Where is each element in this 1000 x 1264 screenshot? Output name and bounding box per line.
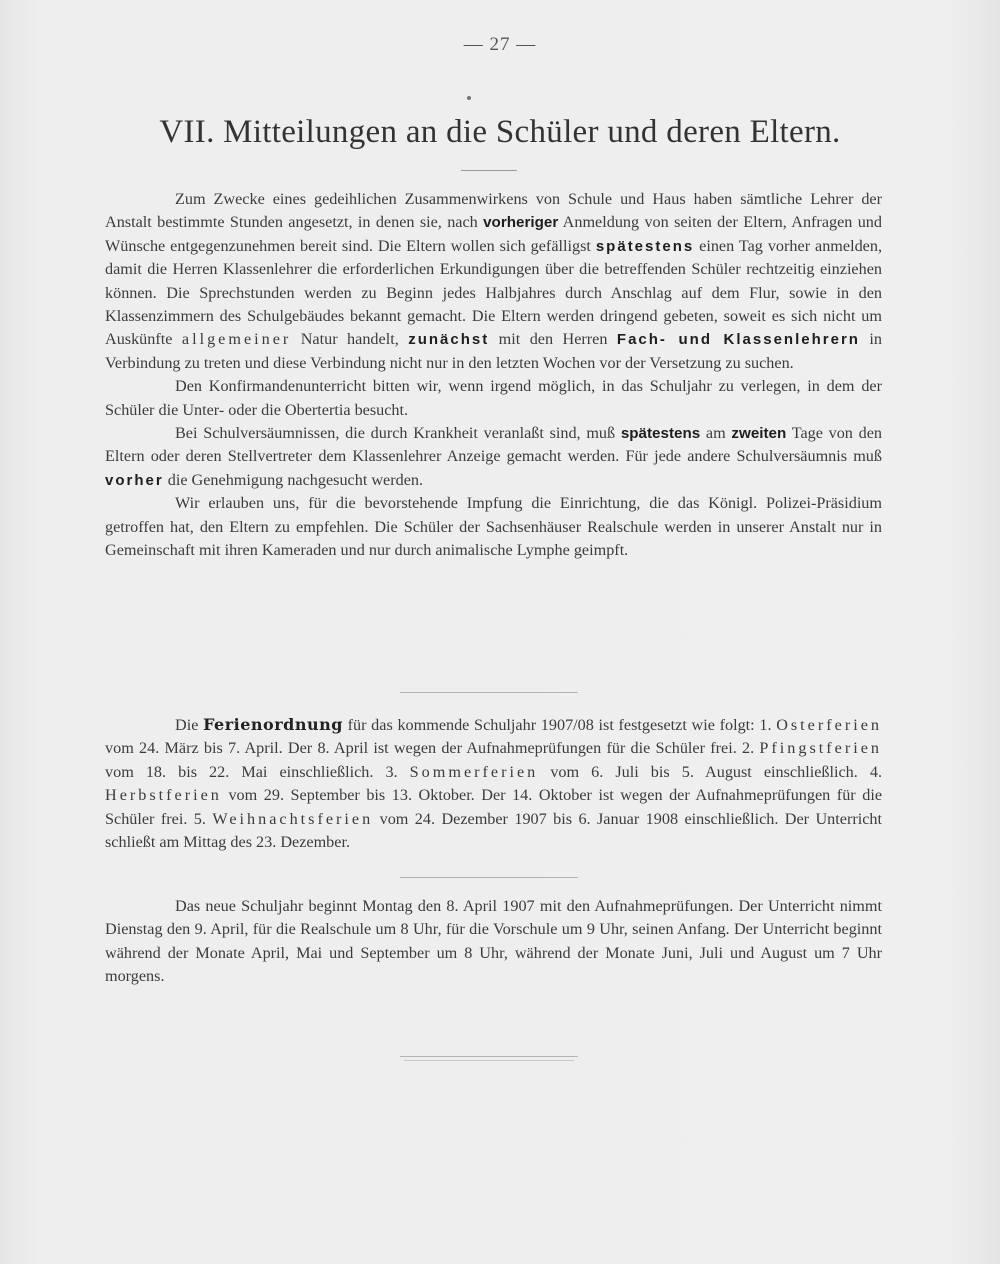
text-run: mit den Herren	[489, 330, 617, 349]
text-run: vom 29. September bis 13. Oktober. Der 14. Oktober ist wegen der Aufnahmeprüfungen für die Schüler frei. 5.	[105, 786, 882, 828]
end-divider-double	[404, 1060, 574, 1061]
section-divider	[400, 692, 578, 693]
text-run: Tage von den Eltern oder deren Stellvertreter dem Klassenlehrer Anzeige gemacht werden. Für jede andere Schulversäumnis muß	[105, 424, 882, 466]
emphasis-vorher: vorher	[105, 471, 164, 489]
end-divider	[400, 1056, 578, 1057]
section-teacher-contact	[105, 188, 882, 563]
title-divider	[461, 170, 517, 171]
section-divider	[400, 877, 578, 878]
emphasis-fachlehrern: Fach- und Klassenlehrern	[616, 331, 860, 349]
paragraph-schulversaeumnisse	[105, 422, 882, 492]
emphasis-zweiten: zweiten	[731, 425, 787, 443]
section-ferienordnung	[105, 713, 882, 854]
spaced-sommerferien: Sommerferien	[409, 762, 539, 781]
paragraph-konfirmanden: Den Konfirmandenunterricht bitten wir, wenn irgend möglich, in das Schuljahr zu verlegen, in dem der Schüler die Unter- oder die Obertertia besucht.	[105, 377, 882, 419]
emphasis-spaetestens: spätestens	[595, 237, 695, 255]
chapter-title: VII. Mitteilungen an die Schüler und deren Eltern.	[159, 114, 841, 150]
text-run: vom 6. Juli bis 5. August einschließlich. 4.	[538, 762, 882, 781]
paragraph-schuljahr: Das neue Schuljahr beginnt Montag den 8. April 1907 mit den Aufnahmeprüfungen. Der Unterricht nimmt Dienstag den 9. April, für die Realschule um 8 Uhr, für die Vorschule um 9 Uhr, seinen Anfang. Der Unterricht beginnt während der Monate April, Mai und September um 8 Uhr, während der Monate Juni, Juli und August um 7 Uhr morgens.	[105, 897, 882, 986]
text-run: die Genehmigung nachgesucht werden.	[163, 470, 424, 489]
text-run: für das kommende Schuljahr 1907/08 ist festgesetzt wie folgt: 1.	[342, 716, 777, 734]
text-run: in Verbindung zu treten und diese Verbindung nicht nur in den letzten Wochen vor der Versetzung zu suchen.	[105, 330, 882, 372]
spaced-pfingstferien: Pfingstferien	[759, 739, 882, 758]
paragraph-ferienordnung	[105, 713, 882, 854]
text-run: vom 24. Dezember 1907 bis 6. Januar 1908 einschließlich. Der Unterricht schließt am Mittag des 23. Dezember.	[105, 809, 883, 852]
emphasis-vorheriger: vorheriger	[483, 214, 559, 232]
emphasis-zunaechst: zunächst	[408, 331, 490, 349]
spaced-osterferien: Osterferien	[776, 716, 882, 734]
ink-speck	[467, 96, 471, 100]
text-run: Bei Schulversäumnissen, die durch Krankheit veranlaßt sind, muß	[175, 424, 621, 443]
text-run: Anmeldung von seiten der Eltern, Anfragen und Wünsche entgegenzunehmen bereit sind. Die Eltern wollen sich gefälligst	[105, 213, 882, 255]
text-run: Natur handelt,	[291, 330, 409, 349]
text-run: Die	[175, 716, 204, 734]
section-schuljahr	[105, 895, 882, 989]
paragraph-impfung: Wir erlauben uns, für die bevorstehende Impfung die Einrichtung, die das Königl. Polizei-Präsidium getroffen hat, den Eltern zu empfehlen. Die Schüler der Sachsenhäuser Realschule werden in unserer Anstalt nur in Gemeinschaft mit ihren Kameraden und nur durch animalische Lymphe geimpft.	[105, 494, 882, 560]
page-number: — 27 —	[463, 34, 537, 55]
text-run: am	[700, 424, 732, 443]
text-run: vom 18. bis 22. Mai einschließlich. 3.	[105, 762, 410, 781]
spaced-allgemeiner: allgemeiner	[181, 330, 292, 349]
spaced-weihnachtsferien: Weihnachtsferien	[212, 809, 374, 828]
heading-ferienordnung: Ferienordnung	[203, 715, 343, 734]
paragraph-sprechstunden	[105, 188, 882, 375]
text-run: Zum Zwecke eines gedeihlichen Zusammenwirkens von Schule und Haus haben sämtliche Lehrer der Anstalt bestimmte Stunden angesetzt, in denen sie, nach	[105, 190, 882, 232]
text-run: vom 24. März bis 7. April. Der 8. April ist wegen der Aufnahmeprüfungen für die Schüler frei. 2.	[105, 739, 760, 758]
spaced-herbstferien: Herbstferien	[105, 786, 222, 805]
text-run: einen Tag vorher anmelden, damit die Herren Klassenlehrer die erforderlichen Erkundigungen über die betreffenden Schüler rechtzeitig einziehen können. Die Sprechstunden werden zu Beginn jedes Halbjahres durch Anschlag auf dem Flur, sowie in den Klassenzimmern des Schulgebäudes bekannt gemacht. Die Eltern werden dringend gebeten, soweit es sich nicht um Auskünfte	[105, 236, 883, 349]
emphasis-spaetestens-2: spätestens	[620, 425, 701, 443]
